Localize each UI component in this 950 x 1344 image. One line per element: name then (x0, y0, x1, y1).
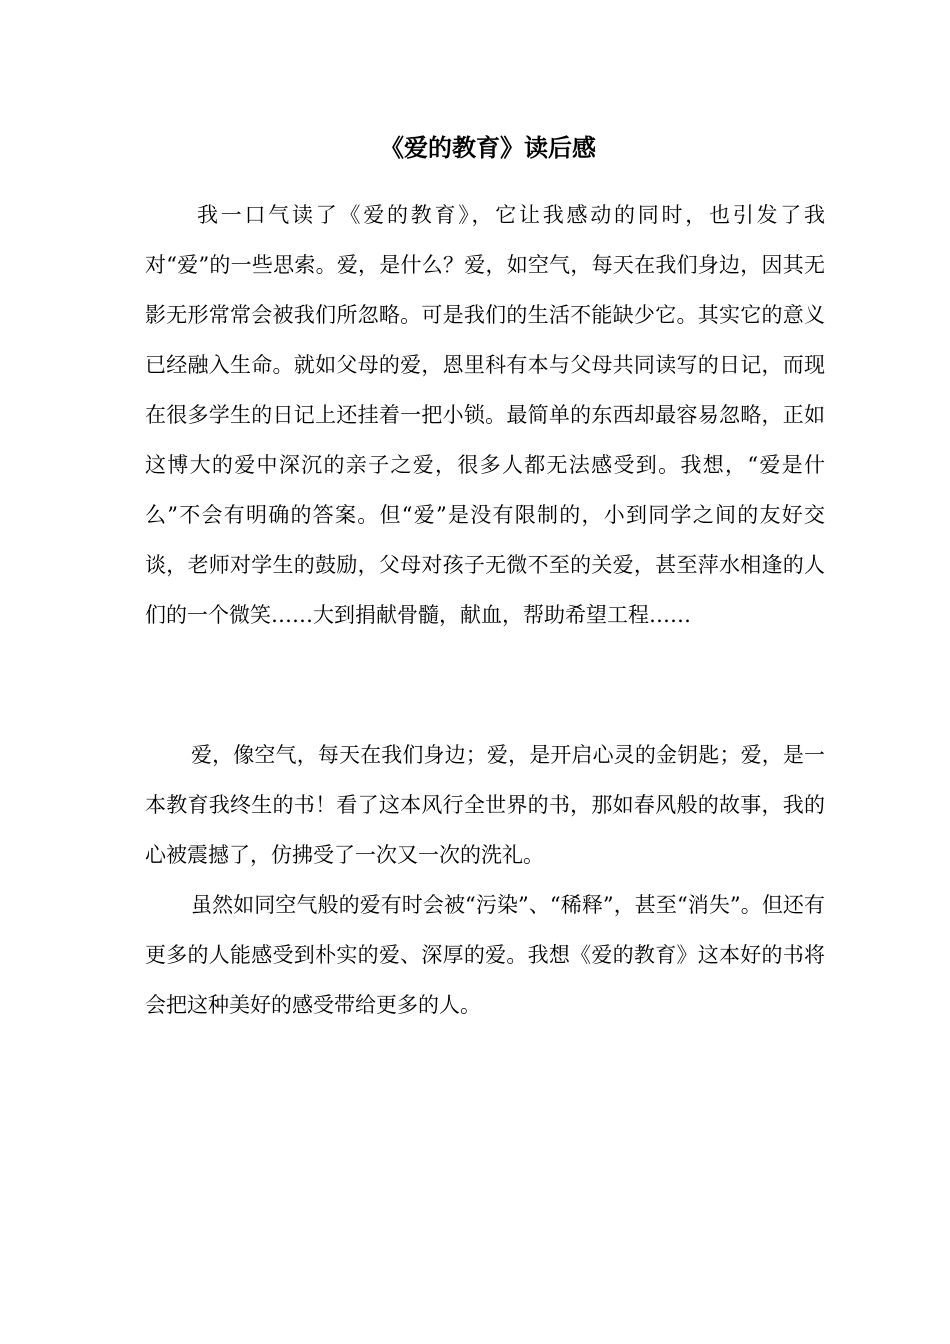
document-title: 《爱的教育》读后感 (380, 134, 596, 162)
paragraph-3: 虽然如同空气般的爱有时会被“污染”、“稀释”，甚至“消失”。但还有更多的人能感受到朴实的爱、深厚的爱。我想《爱的教育》这本好的书将会把这种美好的感受带给更多的人。 (145, 893, 825, 1017)
paragraph-2: 爱，像空气，每天在我们身边；爱，是开启心灵的金钥匙；爱，是一本教育我终生的书！看了这本风行全世界的书，那如春风般的故事，我的心被震撼了，仿拂受了一次又一次的洗礼。 (145, 743, 825, 867)
paragraph-1: 我一口气读了《爱的教育》，它让我感动的同时，也引发了我对“爱”的一些思索。爱，是什么？爱，如空气，每天在我们身边，因其无影无形常常会被我们所忽略。可是我们的生活不能缺少它。其实它的意义已经融入生命。就如父母的爱，恩里科有本与父母共同读写的日记，而现在很多学生的日记上还挂着一把小锁。最简单的东西却最容易忽略，正如这博大的爱中深沉的亲子之爱，很多人都无法感受到。我想，“爱是什么”不会有明确的答案。但“爱”是没有限制的，小到同学之间的友好交谈，老师对学生的鼓励，父母对孩子无微不至的关爱，甚至萍水相逢的人们的一个微笑……大到捐献骨髓，献血，帮助希望工程…… (145, 203, 825, 627)
